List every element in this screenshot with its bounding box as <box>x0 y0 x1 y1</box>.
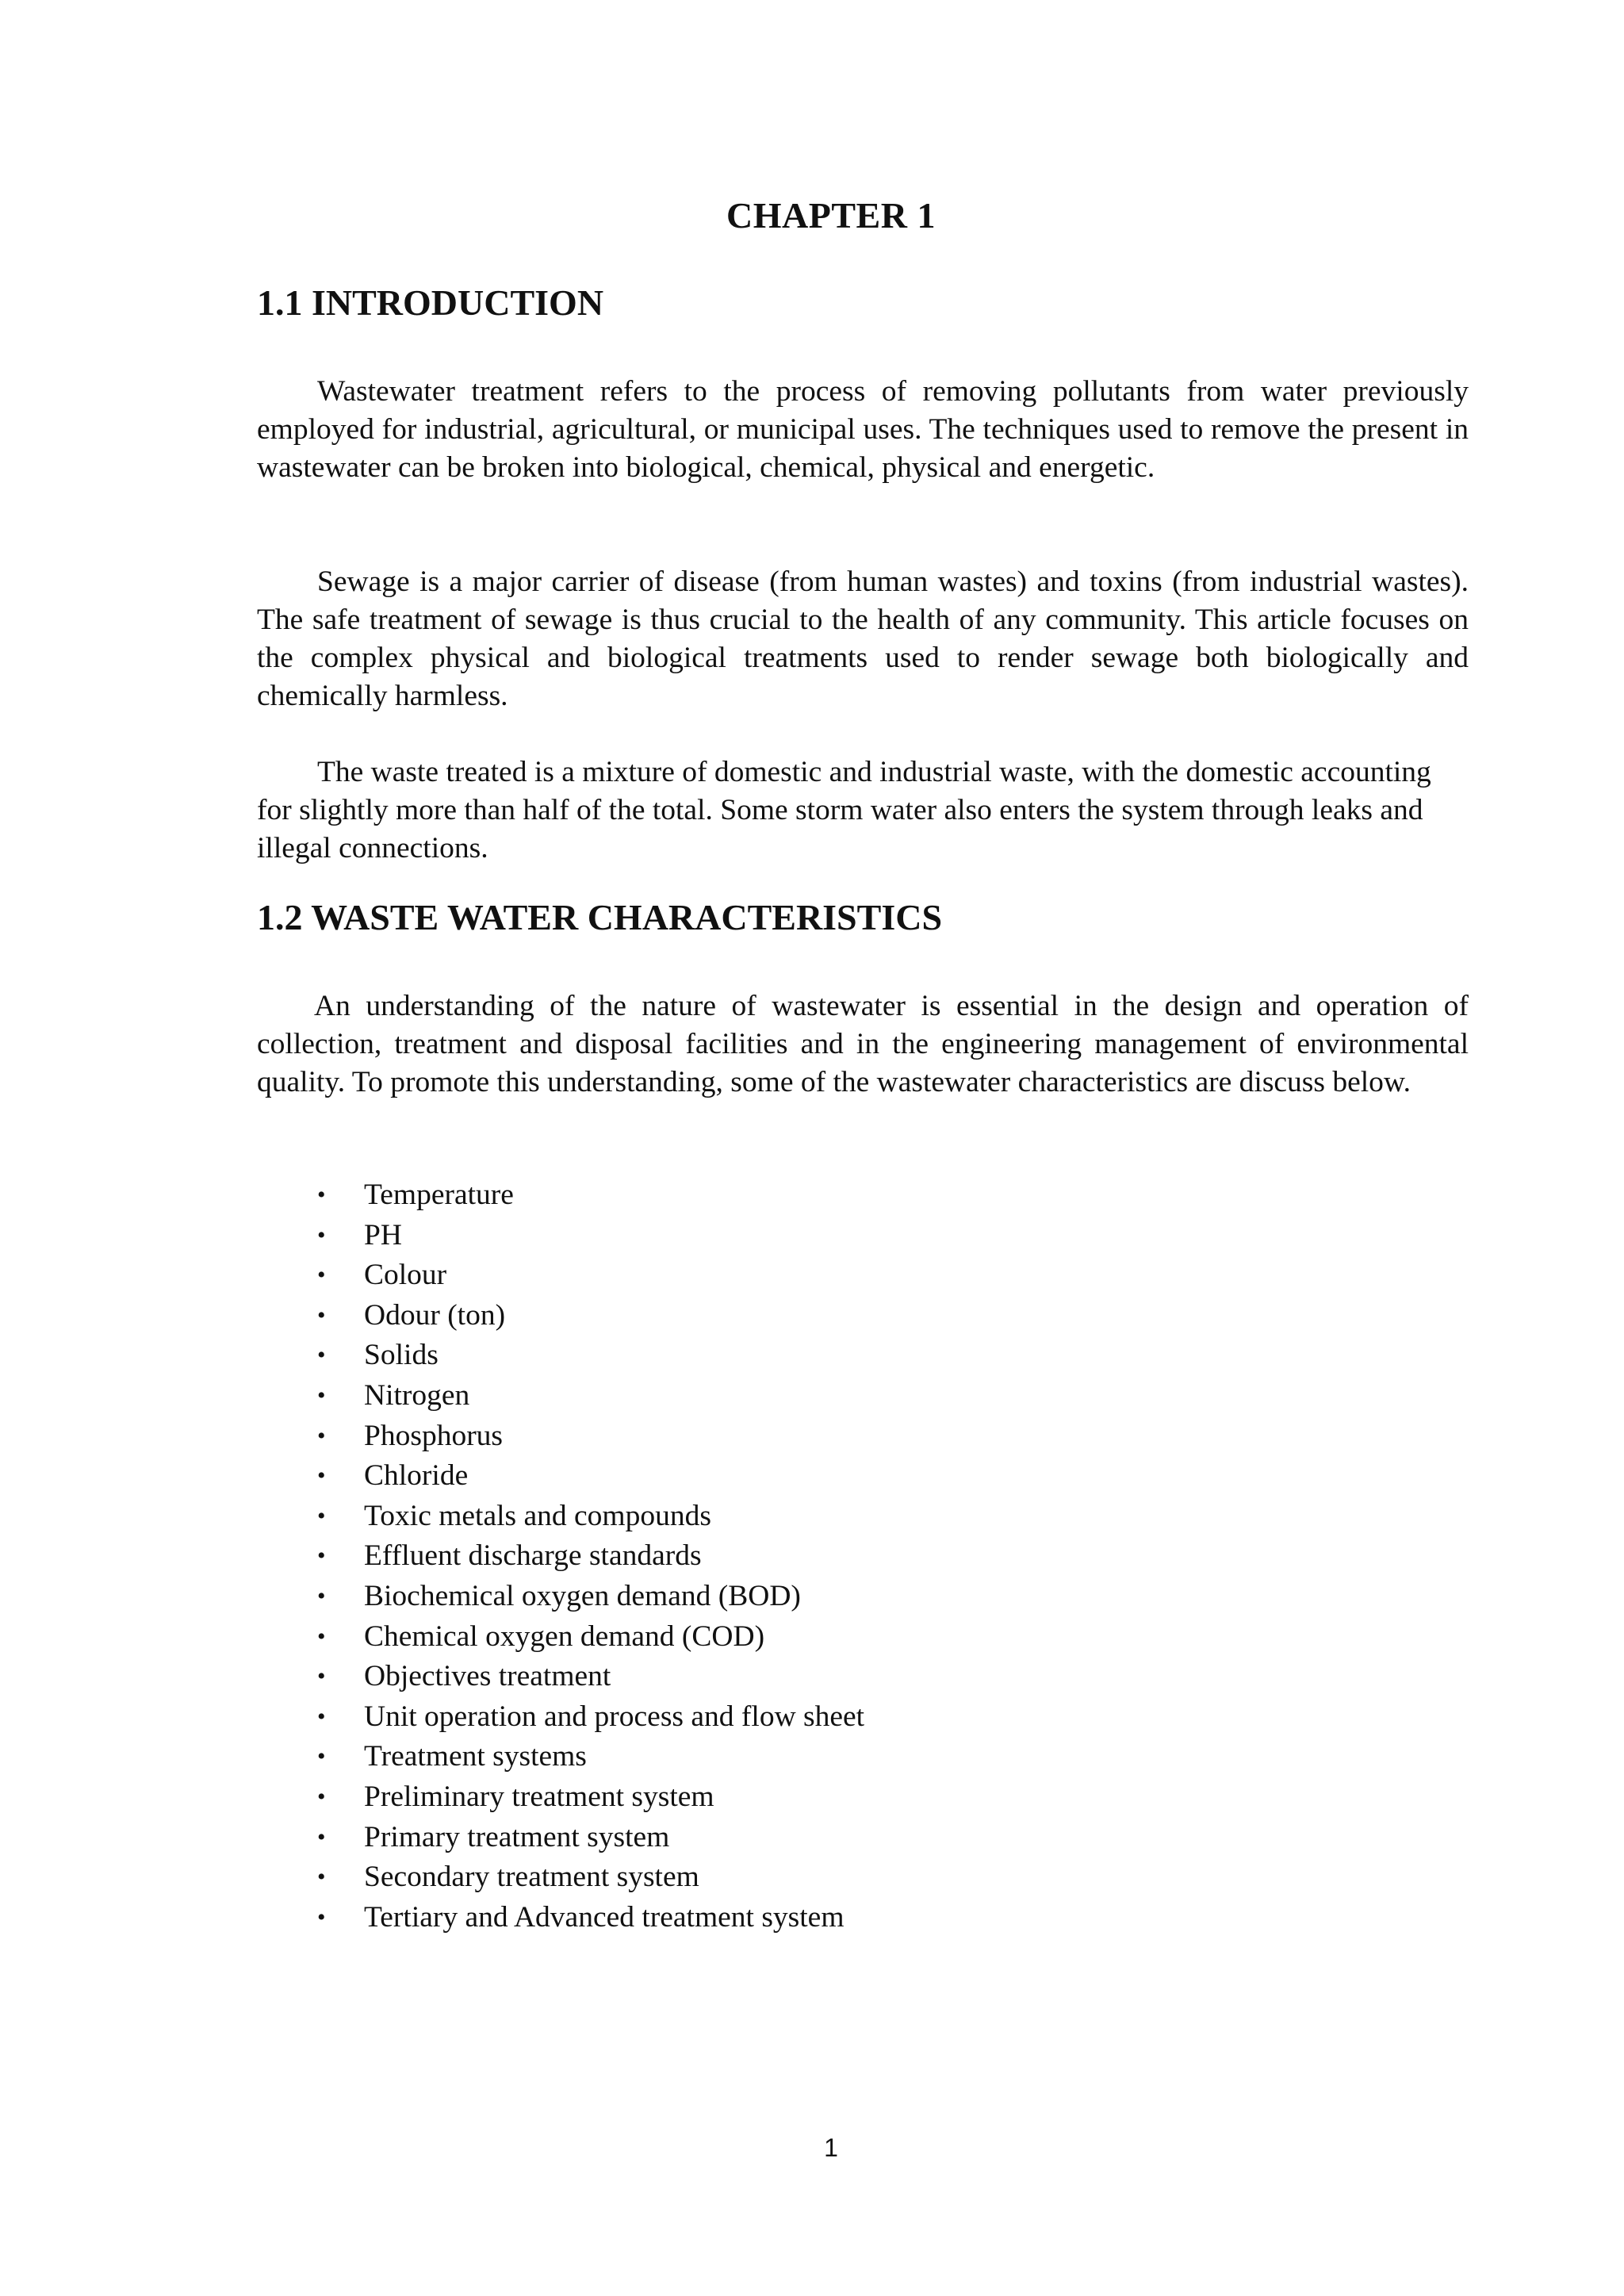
list-item: • Solids <box>257 1336 864 1376</box>
characteristics-paragraph: An understanding of the nature of wastewater is essential in the design and operation of collection, treatment and disposal facilities and in the engineering management of environmental quality. To promote this understanding, some of the wastewater characteristics are discuss below. <box>257 990 1469 1098</box>
characteristics-list <box>257 1175 864 1938</box>
list-item: • Secondary treatment system <box>257 1857 864 1898</box>
section-heading-introduction: 1.1 INTRODUCTION <box>257 282 604 323</box>
section-heading-characteristics: 1.2 WASTE WATER CHARACTERISTICS <box>257 897 943 937</box>
intro-paragraph-3: The waste treated is a mixture of domestic and industrial waste, with the domestic accounting for slightly more than half of the total. Some storm water also enters the system through leaks and illegal connections. <box>257 756 1431 864</box>
list-item: • PH <box>257 1216 864 1256</box>
bullet-icon: • <box>317 1663 326 1690</box>
bullet-icon: • <box>317 1582 326 1609</box>
intro-paragraph-2: Sewage is a major carrier of disease (from human wastes) and toxins (from industrial wastes). The safe treatment of sewage is thus crucial to the health of any community. This article focuses on the complex physical and biological treatments used to render sewage both biologically and chemically harmless. <box>257 565 1469 712</box>
list-item: • Phosphorus <box>257 1416 864 1457</box>
list-item: • Chemical oxygen demand (COD) <box>257 1617 864 1658</box>
list-item: • Chloride <box>257 1456 864 1497</box>
list-item: • Toxic metals and compounds <box>257 1497 864 1537</box>
bullet-icon: • <box>317 1623 326 1650</box>
bullet-icon: • <box>317 1502 326 1529</box>
intro-paragraph-1: Wastewater treatment refers to the process of removing pollutants from water previously employed for industrial, agricultural, or municipal uses. The techniques used to remove the present in wastewater can be broken into biological, chemical, physical and energetic. <box>257 375 1469 484</box>
list-item: • Treatment systems <box>257 1737 864 1777</box>
page-number: 1 <box>824 2133 838 2162</box>
bullet-icon: • <box>317 1301 326 1328</box>
bullet-icon: • <box>317 1382 326 1409</box>
bullet-icon: • <box>317 1743 326 1770</box>
bullet-icon: • <box>317 1783 326 1810</box>
bullet-icon: • <box>317 1864 326 1891</box>
bullet-icon: • <box>317 1823 326 1850</box>
bullet-icon: • <box>317 1422 326 1449</box>
list-item: • Nitrogen <box>257 1376 864 1416</box>
bullet-icon: • <box>317 1903 326 1930</box>
bullet-icon: • <box>317 1342 326 1369</box>
chapter-title: CHAPTER 1 <box>726 195 936 236</box>
bullet-icon: • <box>317 1182 326 1208</box>
list-item: • Primary treatment system <box>257 1818 864 1858</box>
list-item: • Colour <box>257 1255 864 1296</box>
list-item: • Biochemical oxygen demand (BOD) <box>257 1577 864 1617</box>
list-item: • Unit operation and process and flow sheet <box>257 1697 864 1738</box>
list-item: • Objectives treatment <box>257 1657 864 1697</box>
list-item: • Odour (ton) <box>257 1296 864 1336</box>
list-item: • Temperature <box>257 1175 864 1216</box>
list-item: • Tertiary and Advanced treatment system <box>257 1898 864 1938</box>
bullet-icon: • <box>317 1703 326 1730</box>
bullet-icon: • <box>317 1262 326 1289</box>
list-item: • Preliminary treatment system <box>257 1777 864 1818</box>
bullet-icon: • <box>317 1462 326 1489</box>
bullet-icon: • <box>317 1543 326 1570</box>
list-item: • Effluent discharge standards <box>257 1536 864 1577</box>
bullet-icon: • <box>317 1221 326 1248</box>
